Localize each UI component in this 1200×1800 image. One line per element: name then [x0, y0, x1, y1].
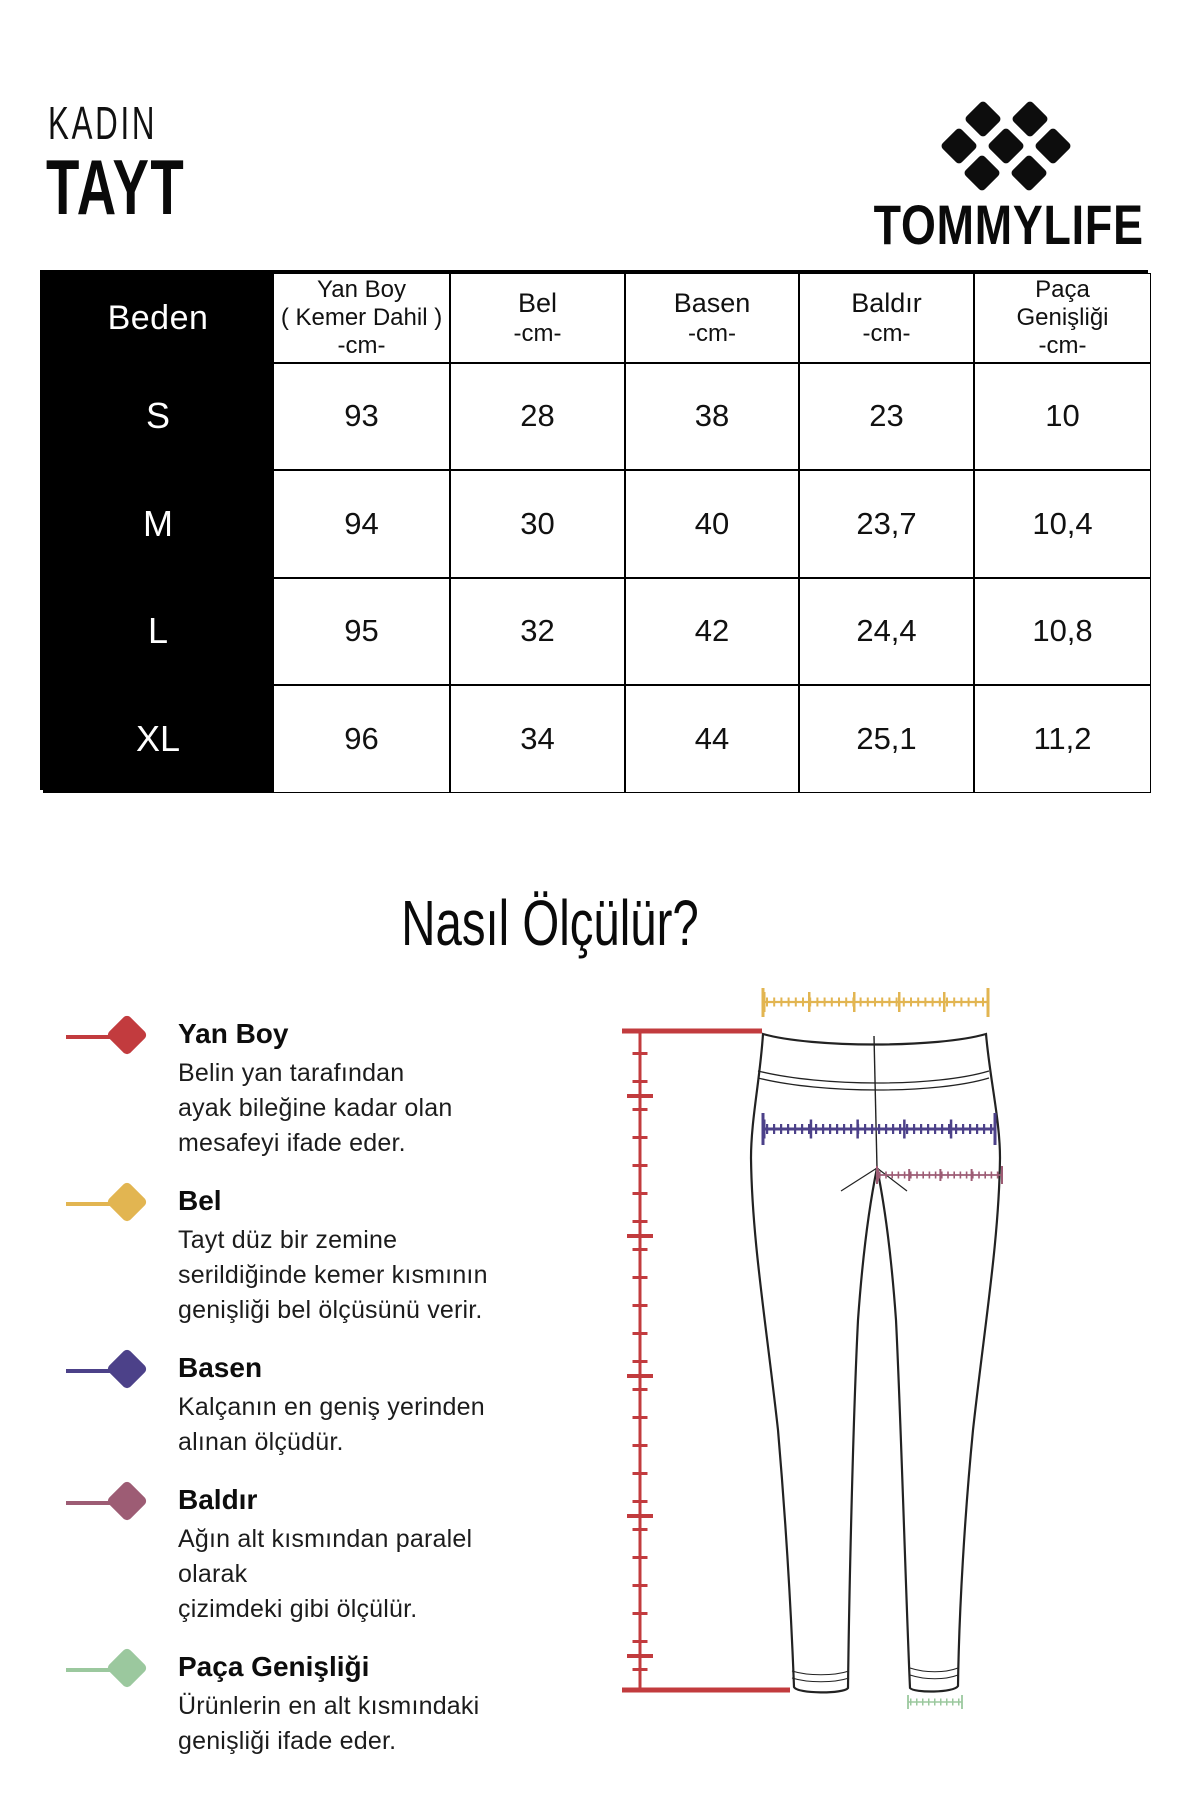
diamond-marker-icon [62, 1482, 178, 1524]
diamond-marker-icon [62, 1016, 178, 1058]
table-cell: 11,2 [974, 685, 1151, 793]
table-cell: 24,4 [799, 578, 974, 685]
column-header-baldir: Baldır -cm- [799, 273, 974, 363]
table-cell: 95 [273, 578, 450, 685]
legend-item-bel: Bel Tayt düz bir zemine serildiğinde kemer kısmının genişliği bel ölçüsünü verir. [62, 1183, 542, 1328]
bel-ruler [763, 988, 988, 1017]
legend-item-basen: Basen Kalçanın en geniş yerinden alınan ölçüdür. [62, 1350, 542, 1460]
table-cell: 23,7 [799, 470, 974, 578]
how-to-measure-title: Nasıl Ölçülür? [401, 887, 699, 959]
table-row-size: XL [43, 685, 273, 793]
leggings-measurement-diagram [600, 988, 1020, 1720]
table-cell: 94 [273, 470, 450, 578]
table-cell: 30 [450, 470, 625, 578]
size-table [40, 270, 1148, 790]
table-cell: 44 [625, 685, 799, 793]
column-header-yan-boy: Yan Boy ( Kemer Dahil ) -cm- [273, 273, 450, 363]
table-cell: 38 [625, 363, 799, 470]
table-cell: 96 [273, 685, 450, 793]
legend-item-paca-genisligi: Paça Genişliği Ürünlerin en alt kısmındaki genişliği ifade eder. [62, 1649, 542, 1759]
diamond-grid-logo-icon [928, 84, 1088, 208]
diamond-marker-icon [62, 1183, 178, 1225]
table-row-size: M [43, 470, 273, 578]
basen-ruler [763, 1113, 995, 1145]
table-cell: 23 [799, 363, 974, 470]
measurement-legend [62, 1016, 542, 1781]
corner-label: Beden [107, 298, 209, 337]
table-cell: 32 [450, 578, 625, 685]
legend-item-yan-boy: Yan Boy Belin yan tarafından ayak bileğine kadar olan mesafeyi ifade eder. [62, 1016, 542, 1161]
table-cell: 40 [625, 470, 799, 578]
paca-genisligi-ruler [908, 1695, 962, 1709]
table-cell: 10,4 [974, 470, 1151, 578]
brand-name: TOMMYLIFE [873, 193, 1144, 256]
table-cell: 10 [974, 363, 1151, 470]
table-row-size: L [43, 578, 273, 685]
product-title: TAYT [46, 143, 186, 231]
diamond-marker-icon [62, 1649, 178, 1691]
category-label: KADIN [48, 97, 158, 149]
brand-block [840, 84, 1176, 257]
baldir-ruler [877, 1166, 1002, 1184]
table-corner-header [43, 273, 273, 363]
diamond-marker-icon [62, 1350, 178, 1392]
table-cell: 93 [273, 363, 450, 470]
table-cell: 28 [450, 363, 625, 470]
column-header-paca-genisligi: Paça Genişliği -cm- [974, 273, 1151, 363]
legend-item-baldir: Baldır Ağın alt kısmından paralel olarak çizimdeki gibi ölçülür. [62, 1482, 542, 1627]
table-cell: 34 [450, 685, 625, 793]
table-row-size: S [43, 363, 273, 470]
column-header-bel: Bel -cm- [450, 273, 625, 363]
table-cell: 42 [625, 578, 799, 685]
table-cell: 25,1 [799, 685, 974, 793]
column-header-basen: Basen -cm- [625, 273, 799, 363]
table-cell: 10,8 [974, 578, 1151, 685]
